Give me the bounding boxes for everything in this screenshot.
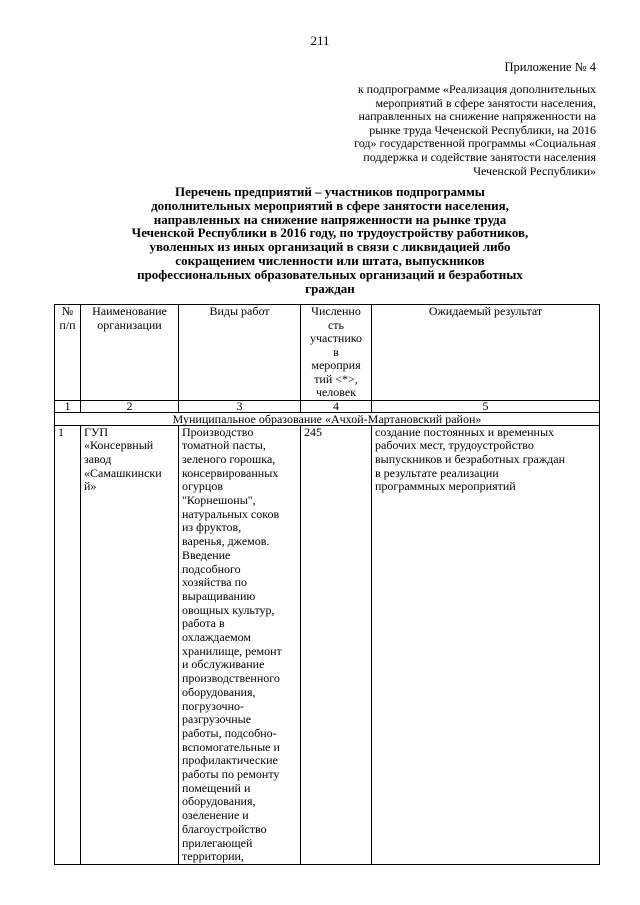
table-header-row bbox=[55, 305, 600, 401]
title-line: направленных на снижение напряженности на рынке труда bbox=[153, 211, 507, 227]
section-row bbox=[55, 412, 600, 425]
header-expected-result: Ожидаемый результат bbox=[372, 305, 600, 401]
page-number: 211 bbox=[310, 33, 330, 48]
appendix-reference-line: Чеченской Республики» bbox=[473, 163, 596, 178]
appendix-reference-line: поддержка и содействие занятости населения bbox=[363, 149, 596, 164]
enterprises-table bbox=[54, 304, 600, 865]
appendix-reference-line: направленных на снижение напряженности на bbox=[358, 109, 596, 124]
title-line: граждан bbox=[305, 280, 355, 296]
title-line: Чеченской Республики в 2016 году, по трудоустройству работников, bbox=[131, 225, 529, 241]
title-line: профессиональных образовательных организаций и безработных bbox=[137, 266, 523, 282]
header-works: Виды работ bbox=[179, 305, 301, 401]
appendix-reference bbox=[316, 83, 596, 178]
title-line: уволенных из иных организаций в связи с ликвидацией либо bbox=[149, 239, 511, 255]
column-number: 4 bbox=[301, 400, 372, 412]
participants-count: 245 bbox=[301, 425, 372, 865]
expected-result: создание постоянных и временных рабочих мест, трудоустройство выпускников и безработных граждан в результате реализации программных мероприятий bbox=[372, 425, 600, 865]
title-line: дополнительных мероприятий в сфере занятости населения, bbox=[151, 197, 509, 213]
column-number: 5 bbox=[372, 400, 600, 412]
works-description: Производство томатной пасты, зеленого горошка, консервированных огурцов "Корнешоны", натуральных соков из фруктов, варенья, джемов. Введение подсобного хозяйства по выращиванию овощных культур, работа в охлаждаемом хранилище, ремонт и обслуживание производственного оборудования, погрузочно- разгрузочные работы, подсобно- вспомогательные и профилактические работы по ремонту помещений и оборудования, озеленение и благоустройство прилегающей территории, bbox=[179, 425, 301, 865]
appendix-reference-line: мероприятий в сфере занятости населения, bbox=[375, 95, 596, 110]
appendix-reference-line: рынке труда Чеченской Республики, на 2016 bbox=[369, 122, 596, 137]
row-number: 1 bbox=[55, 425, 81, 865]
document-title bbox=[100, 185, 560, 295]
header-organization: Наименование организации bbox=[81, 305, 179, 401]
table-row bbox=[55, 425, 600, 865]
organization-name: ГУП «Консервный завод «Самашкински й» bbox=[81, 425, 179, 865]
municipality-section: Муниципальное образование «Ачхой-Мартановский район» bbox=[55, 412, 600, 425]
header-num: № п/п bbox=[55, 305, 81, 401]
column-number: 3 bbox=[179, 400, 301, 412]
appendix-title: Приложение № 4 bbox=[504, 60, 596, 74]
column-number: 2 bbox=[81, 400, 179, 412]
column-number-row bbox=[55, 400, 600, 412]
title-line: Перечень предприятий – участников подпрограммы bbox=[175, 184, 485, 199]
appendix-reference-line: год» государственной программы «Социальная bbox=[354, 136, 596, 151]
title-line: сокращением численности или штата, выпускников bbox=[175, 252, 485, 268]
header-participants-count: Численно сть участнико в мероприя тий <*>, человек bbox=[301, 305, 372, 401]
appendix-reference-line: к подпрограмме «Реализация дополнительных bbox=[357, 82, 596, 96]
column-number: 1 bbox=[55, 400, 81, 412]
